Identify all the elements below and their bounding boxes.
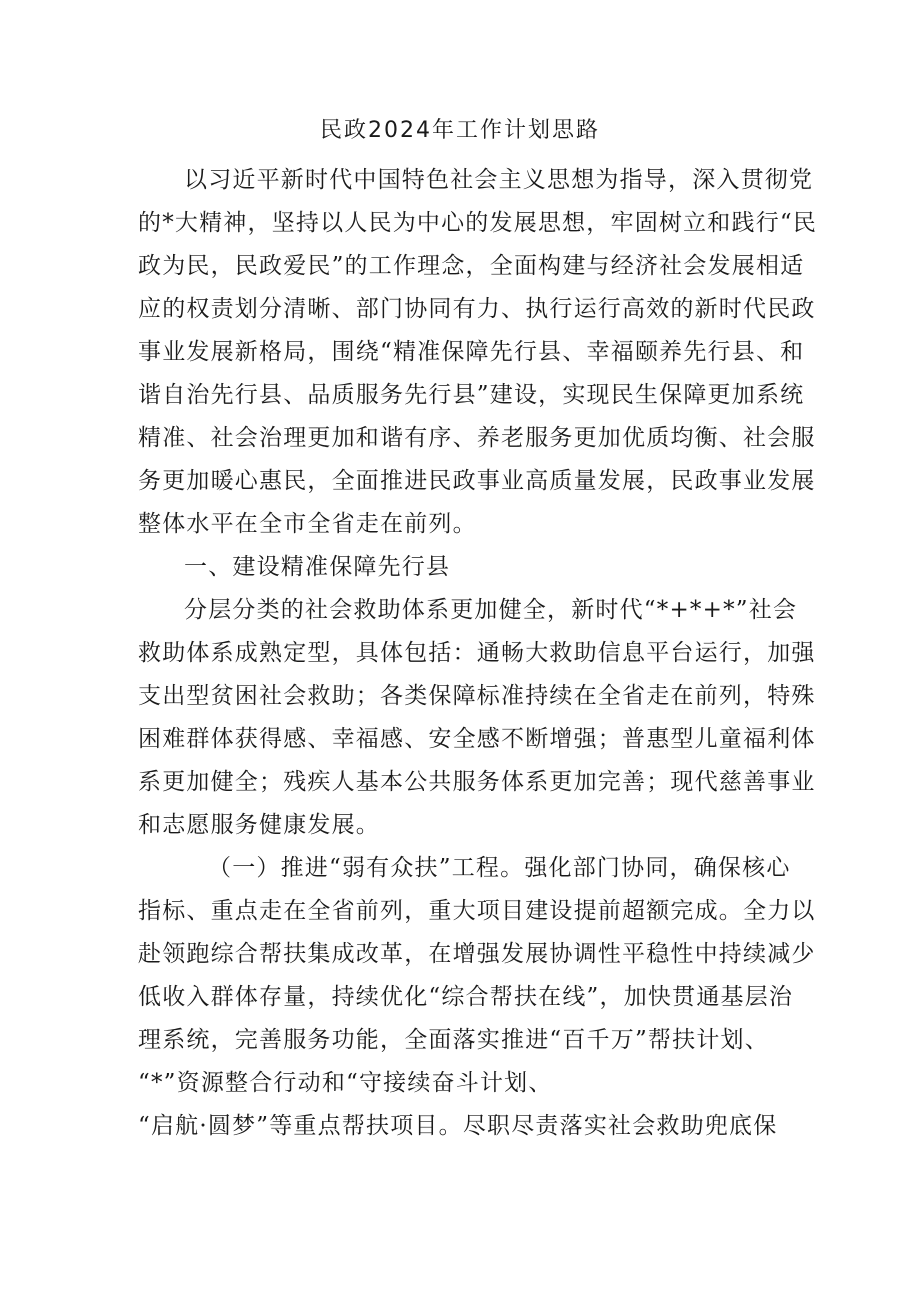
paragraph-line: 整体水平在全市全省走在前列。 [138,511,477,537]
paragraph-line: 政为民，民政爱民”的工作理念，全面构建与经济社会发展相适 [138,253,805,279]
paragraph-line: 支出型贫困社会救助；各类保障标准持续在全省走在前列，特殊 [138,683,816,709]
paragraph-line: “*”资源整合行动和“守接续奋斗计划、 [138,1070,553,1096]
subsection-line: （一）推进“弱有众扶”工程。强化部门协同，确保核心 [208,855,791,881]
paragraph-line: 的*大精神，坚持以人民为中心的发展思想，牢固树立和践行“民 [138,210,818,236]
paragraph-line: 和志愿服务健康发展。 [138,812,380,838]
paragraph-line: “启航·圆梦”等重点帮扶项目。尽职尽责落实社会救助兜底保 [138,1113,778,1139]
paragraph-line: 事业发展新格局，围绕“精准保障先行县、幸福颐养先行县、和 [138,339,805,365]
paragraph-line: 指标、重点走在全省前列，重大项目建设提前超额完成。全力以 [138,898,816,924]
paragraph-line: 务更加暖心惠民，全面推进民政事业高质量发展，民政事业发展 [138,468,816,494]
paragraph-line: 以习近平新时代中国特色社会主义思想为指导，深入贯彻党 [184,167,814,193]
paragraph-line: 谐自治先行县、品质服务先行县”建设，实现民生保障更加系统 [138,382,805,408]
section-heading: 一、建设精准保障先行县 [184,554,451,580]
paragraph-line: 理系统，完善服务功能，全面落实推进“百千万”帮扶计划、 [138,1027,769,1053]
paragraph-line: 分层分类的社会救助体系更加健全，新时代“*+*+*”社会 [184,597,798,623]
paragraph-line: 应的权责划分清晰、部门协同有力、执行运行高效的新时代民政 [138,296,816,322]
paragraph-line: 低收入群体存量，持续优化“综合帮扶在线”，加快贯通基层治 [138,984,794,1010]
paragraph-line: 赴领跑综合帮扶集成改革，在增强发展协调性平稳性中持续减少 [138,941,816,967]
paragraph-line: 精准、社会治理更加和谐有序、养老服务更加优质均衡、社会服 [138,425,816,451]
paragraph-line: 困难群体获得感、幸福感、安全感不断增强；普惠型儿童福利体 [138,726,816,752]
paragraph-line: 系更加健全；残疾人基本公共服务体系更加完善；现代慈善事业 [138,769,816,795]
document-title: 民政2024年工作计划思路 [320,118,600,143]
paragraph-line: 救助体系成熟定型，具体包括：通畅大救助信息平台运行，加强 [138,640,816,666]
